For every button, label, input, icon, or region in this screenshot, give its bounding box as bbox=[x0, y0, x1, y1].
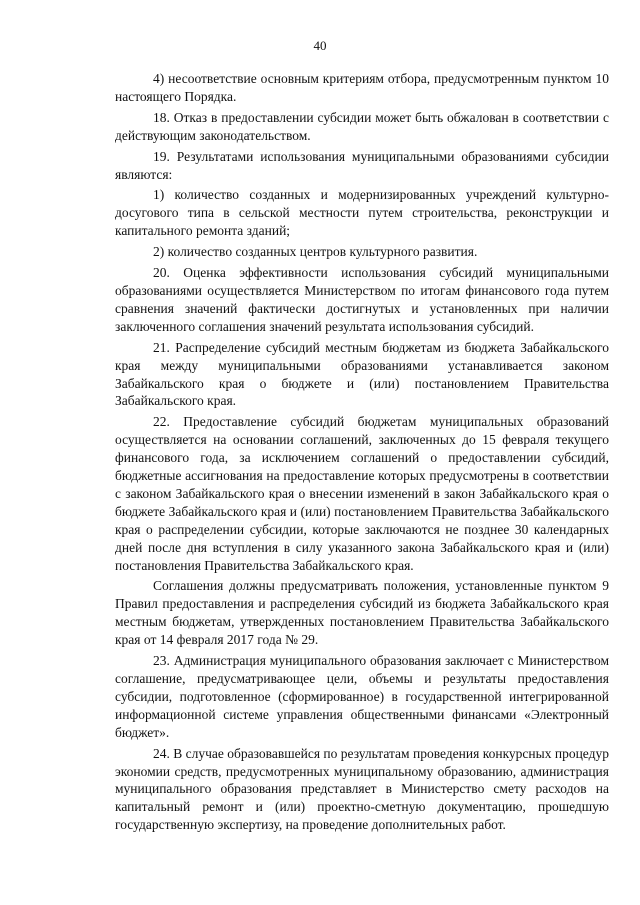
paragraph-20: 20. Оценка эффективности использования субсидий муниципальными образованиями осуществляется Министерством по итогам финансового года путем сравнения значений фактически достигнутых и установленных при наличии заключенного соглашения значений результата использования субсидий. bbox=[115, 265, 609, 334]
paragraph-19-item-1: 1) количество созданных и модернизированных учреждений культурно-досугового типа в сельской местности путем строительства, реконструкции и капитального ремонта зданий; bbox=[115, 187, 609, 239]
paragraph-22: 22. Предоставление субсидий бюджетам муниципальных образований осуществляется на основании соглашений, заключенных до 15 февраля текущего финансового года, за исключением соглашений о предоставлении субсидий, бюджетные ассигнования на предоставление которых предусмотрены в соответствии с законом Забайкальского края о внесении изменений в закон Забайкальского края о бюджете Забайкальского края и (или) постановлением Правительства Забайкальского края о распределении субсидии, которые заключаются не позднее 30 календарных дней после дня вступления в силу указанного закона Забайкальского края и (или) постановления Правительства Забайкальского края. bbox=[115, 414, 609, 573]
document-body bbox=[115, 70, 609, 837]
page-number: 40 bbox=[313, 38, 327, 53]
paragraph-23: 23. Администрация муниципального образования заключает с Министерством соглашение, предусматривающее цели, объемы и результаты предоставления субсидии, подготовленное (сформированное) в государственной интегрированной информационной системе управления общественными финансами «Электронный бюджет». bbox=[115, 653, 609, 740]
paragraph-19-item-2: 2) количество созданных центров культурного развития. bbox=[153, 244, 478, 260]
paragraph-19: 19. Результатами использования муниципальными образованиями субсидии являются: bbox=[115, 148, 609, 182]
paragraph-18: 18. Отказ в предоставлении субсидии может быть обжалован в соответствии с действующим законодательством. bbox=[115, 109, 609, 143]
paragraph-agreements: Соглашения должны предусматривать положения, установленные пунктом 9 Правил предоставления и распределения субсидий из бюджета Забайкальского края местным бюджетам, утвержденных постановлением Правительства Забайкальского края от 14 февраля 2017 года № 29. bbox=[115, 578, 609, 648]
paragraph-24: 24. В случае образовавшейся по результатам проведения конкурсных процедур экономии средств, предусмотренных муниципальному образованию, администрация муниципального образования представляет в Министерство смету расходов на капитальный ремонт и (или) проектно-сметную документацию, прошедшую государственную экспертизу, на проведение дополнительных работ. bbox=[115, 745, 609, 833]
paragraph-item-4: 4) несоответствие основным критериям отбора, предусмотренным пунктом 10 настоящего Порядка. bbox=[115, 71, 609, 104]
paragraph-21: 21. Распределение субсидий местным бюджетам из бюджета Забайкальского края между муниципальными образованиями устанавливается законом Забайкальского края о бюджете и (или) постановлением Правительства Забайкальского края. bbox=[115, 339, 609, 409]
